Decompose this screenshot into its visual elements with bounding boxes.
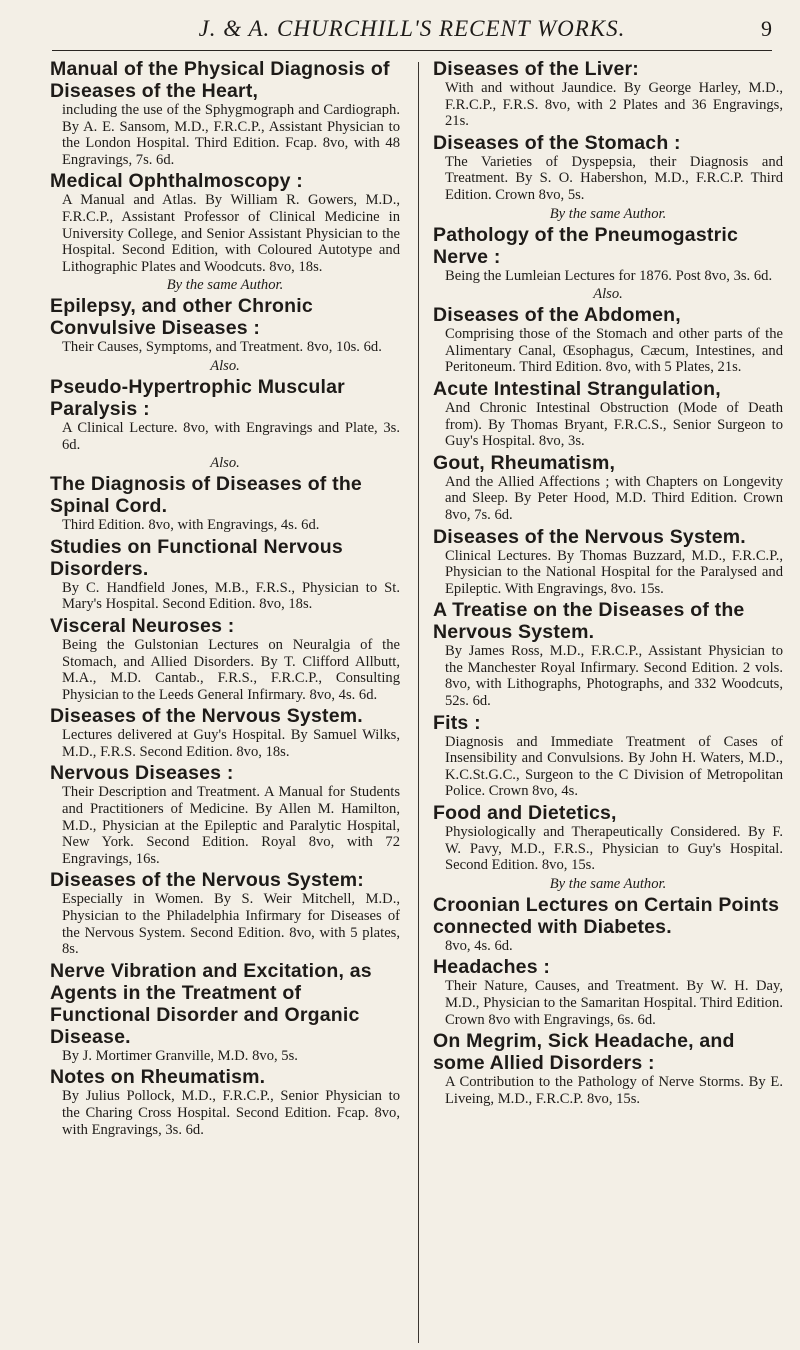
author-byline: By the same Author. bbox=[549, 875, 667, 892]
book-description: With and without Jaundice. By George Harley, M.D., F.R.C.P., F.R.S. 8vo, with 2 Plates and 36 Engravings, 21s. bbox=[445, 80, 783, 130]
author-byline: Also. bbox=[210, 357, 240, 374]
book-title: Diseases of the Nervous System: bbox=[50, 869, 364, 892]
book-entry bbox=[50, 869, 400, 957]
book-title: Food and Dietetics, bbox=[433, 802, 617, 825]
author-byline: By the same Author. bbox=[166, 277, 284, 294]
book-title: Diseases of the Nervous System. bbox=[433, 525, 746, 548]
book-title: A Treatise on the Diseases of the Nervous System. bbox=[433, 599, 745, 644]
book-description: By James Ross, M.D., F.R.C.P., Assistant Physician to the Manchester Royal Infirmary. Second Edition. 2 vols. 8vo, with Lithographs, Photographs, and 332 Woodcuts, 52s. 6d. bbox=[445, 643, 783, 710]
book-title: Diseases of the Nervous System. bbox=[50, 705, 363, 728]
book-title: Pseudo-Hypertrophic Muscular Paralysis : bbox=[50, 375, 345, 420]
book-entry bbox=[433, 132, 783, 204]
book-title: Epilepsy, and other Chronic Convulsive Diseases : bbox=[50, 295, 313, 340]
book-entry bbox=[433, 1030, 783, 1107]
book-entry bbox=[433, 526, 783, 598]
book-entry bbox=[433, 802, 783, 874]
book-entry bbox=[50, 536, 400, 613]
book-description: By C. Handfield Jones, M.B., F.R.S., Physician to St. Mary's Hospital. Second Edition. 8vo, 18s. bbox=[62, 579, 400, 613]
book-title: Diseases of the Stomach : bbox=[433, 131, 681, 154]
book-title: Visceral Neuroses : bbox=[50, 614, 235, 637]
book-title: Studies on Functional Nervous Disorders. bbox=[50, 535, 343, 580]
book-description: By Julius Pollock, M.D., F.R.C.P., Senior Physician to the Charing Cross Hospital. Second Edition. Fcap. 8vo, with Engravings, 3s. 6d. bbox=[62, 1088, 400, 1138]
book-title: Croonian Lectures on Certain Points connected with Diabetes. bbox=[433, 893, 780, 938]
book-entry bbox=[50, 295, 400, 356]
author-byline: Also. bbox=[210, 455, 240, 472]
book-entry bbox=[50, 473, 400, 534]
book-title: Diseases of the Liver: bbox=[433, 58, 639, 80]
book-entry bbox=[433, 58, 783, 130]
book-description: Their Description and Treatment. A Manual for Students and Practitioners of Medicine. By Allen M. Hamilton, M.D., Physician at the Epileptic and Paralytic Hospital, New York. Second Edition. Royal 8vo, with 72 Engravings, 16s. bbox=[62, 784, 400, 867]
book-description: Being the Gulstonian Lectures on Neuralgia of the Stomach, and Allied Disorders. By T. Clifford Allbutt, M.A., M.D. Cantab., F.R.S., F.R.C.P., Consulting Physician to the Leeds General Infirmary. 8vo, 4s. 6d. bbox=[62, 636, 400, 703]
book-title: Acute Intestinal Strangulation, bbox=[433, 377, 721, 400]
book-entry bbox=[50, 960, 400, 1065]
book-title: Headaches : bbox=[433, 956, 551, 979]
book-description: Especially in Women. By S. Weir Mitchell, M.D., Physician to the Philadelphia Infirmary for Diseases of the Nervous System. Second Edition. 8vo, with 5 plates, 8s. bbox=[62, 891, 400, 958]
book-description: Lectures delivered at Guy's Hospital. By Samuel Wilks, M.D., F.R.S. Second Edition. 8vo, 18s. bbox=[62, 727, 400, 760]
book-title: Nervous Diseases : bbox=[50, 762, 234, 785]
book-entry bbox=[433, 452, 783, 524]
book-entry bbox=[433, 378, 783, 450]
book-entry bbox=[433, 599, 783, 709]
book-description: A Clinical Lecture. 8vo, with Engravings and Plate, 3s. 6d. bbox=[62, 419, 400, 453]
book-description: By J. Mortimer Granville, M.D. 8vo, 5s. bbox=[62, 1047, 298, 1064]
book-description: Diagnosis and Immediate Treatment of Cases of Insensibility and Convulsions. By John H. Waters, M.D., K.C.St.G.C., Surgeon to the C Division of Metropolitan Police. Crown 8vo, 4s. bbox=[445, 733, 783, 800]
book-title: Fits : bbox=[433, 711, 481, 734]
book-description: Their Causes, Symptoms, and Treatment. 8vo, 10s. 6d. bbox=[62, 339, 382, 356]
book-description: Third Edition. 8vo, with Engravings, 4s. 6d. bbox=[62, 517, 320, 534]
book-description: The Varieties of Dyspepsia, their Diagnosis and Treatment. By S. O. Habershon, M.D., F.R.C.P. Third Edition. Crown 8vo, 5s. bbox=[445, 153, 783, 203]
book-description: Being the Lumleian Lectures for 1876. Post 8vo, 3s. 6d. bbox=[445, 267, 773, 284]
book-title: Medical Ophthalmoscopy : bbox=[50, 170, 303, 193]
book-description: 8vo, 4s. 6d. bbox=[445, 937, 513, 954]
book-entry bbox=[433, 894, 783, 955]
author-byline: Also. bbox=[593, 286, 623, 303]
book-description: Comprising those of the Stomach and other parts of the Alimentary Canal, Œsophagus, Cæcum, Intestines, and Peritoneum. Third Edition. 8vo, with 5 Plates, 21s. bbox=[445, 326, 783, 376]
book-entry bbox=[50, 376, 400, 453]
book-title: Gout, Rheumatism, bbox=[433, 451, 616, 474]
two-column-body bbox=[50, 58, 784, 1343]
book-entry bbox=[50, 705, 400, 760]
book-description: And the Allied Affections ; with Chapters on Longevity and Sleep. By Peter Hood, M.D. Third Edition. Crown 8vo, 7s. 6d. bbox=[445, 473, 783, 523]
book-title: The Diagnosis of Diseases of the Spinal Cord. bbox=[50, 473, 362, 518]
running-title: J. & A. CHURCHILL'S RECENT WORKS. bbox=[198, 16, 626, 41]
book-title: Notes on Rheumatism. bbox=[50, 1066, 266, 1089]
book-description: And Chronic Intestinal Obstruction (Mode of Death from). By Thomas Bryant, F.R.C.S., Senior Surgeon to Guy's Hospital. 8vo, 3s. bbox=[445, 399, 783, 450]
book-entry bbox=[50, 58, 400, 168]
page-number: 9 bbox=[761, 16, 772, 41]
book-entry bbox=[50, 1066, 400, 1138]
book-entry bbox=[433, 956, 783, 1028]
book-entry bbox=[50, 170, 400, 275]
book-description: Their Nature, Causes, and Treatment. By W. H. Day, M.D., Physician to the Samaritan Hospital. Third Edition. Crown 8vo with Engravings, 6s. 6d. bbox=[445, 978, 783, 1028]
right-column bbox=[431, 58, 783, 1343]
page-header bbox=[52, 14, 772, 51]
author-byline: By the same Author. bbox=[549, 205, 667, 222]
book-entry bbox=[433, 224, 783, 285]
book-entry bbox=[50, 762, 400, 867]
book-title: Manual of the Physical Diagnosis of Diseases of the Heart, bbox=[50, 58, 390, 102]
book-title: Pathology of the Pneumogastric Nerve : bbox=[433, 223, 739, 268]
book-entry bbox=[50, 615, 400, 703]
left-column bbox=[50, 58, 408, 1343]
column-divider bbox=[418, 62, 419, 1343]
book-entry bbox=[433, 304, 783, 376]
book-title: Diseases of the Abdomen, bbox=[433, 304, 681, 327]
book-description: Clinical Lectures. By Thomas Buzzard, M.D., F.R.C.P., Physician to the National Hospital for the Paralysed and Epileptic. With Engravings, 8vo. 15s. bbox=[445, 547, 783, 597]
book-entry bbox=[433, 712, 783, 800]
book-description: A Manual and Atlas. By William R. Gowers, M.D., F.R.C.P., Assistant Professor of Clinical Medicine in University College, and Senior Assistant Physician to the Hospital. Second Edition, with Coloured Autotype and Lithographic Plates and Woodcuts. 8vo, 18s. bbox=[62, 192, 400, 275]
book-title: On Megrim, Sick Headache, and some Allied Disorders : bbox=[433, 1030, 735, 1075]
book-description: A Contribution to the Pathology of Nerve Storms. By E. Liveing, M.D., F.R.C.P. 8vo, 15s. bbox=[445, 1074, 783, 1107]
book-description: Physiologically and Therapeutically Considered. By F. W. Pavy, M.D., F.R.S., Physician to Guy's Hospital. Second Edition. 8vo, 15s. bbox=[445, 824, 783, 874]
book-description: including the use of the Sphygmograph and Cardiograph. By A. E. Sansom, M.D., F.R.C.P., Assistant Physician to the London Hospital. Third Edition. Fcap. 8vo, with 48 Engravings, 7s. 6d. bbox=[62, 102, 400, 168]
book-title: Nerve Vibration and Excitation, as Agents in the Treatment of Functional Disorder and Organic Disease. bbox=[50, 959, 372, 1048]
